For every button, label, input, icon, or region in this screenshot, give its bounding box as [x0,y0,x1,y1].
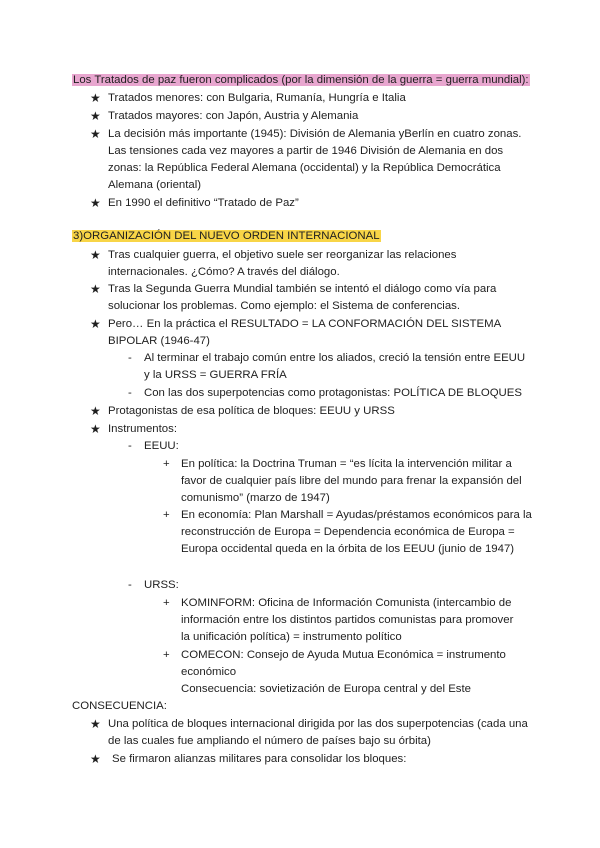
sub-list-item-eeuu: EEUU: [144,440,179,452]
sub-list-item: Con las dos superpotencias como protagonistas: POLÍTICA DE BLOQUES [144,387,522,399]
sub-list-item-continuation: y la URSS = GUERRA FRÍA [144,369,287,381]
list-item-continuation: Las tensiones cada vez mayores a partir de 1946 División de Alemania en dos [108,145,504,157]
plus-bullet-icon: + [163,649,170,661]
list-item: Tras la Segunda Guerra Mundial también se intentó el diálogo como vía para [108,283,497,295]
star-bullet-icon: ★ [90,717,101,731]
star-bullet-icon: ★ [90,248,101,262]
sub-sub-list-item: COMECON: Consejo de Ayuda Mutua Económica = instrumento [181,649,506,661]
list-item: Instrumentos: [108,423,178,435]
sub-sub-list-item-continuation: la unificación política) = instrumento político [181,631,402,643]
list-item-continuation: zonas: la República Federal Alemana (occidental) y la República Democrática [108,162,501,174]
sub-list-item-urss: URSS: [144,579,179,591]
dash-bullet-icon: - [128,440,132,452]
star-bullet-icon: ★ [90,109,101,123]
list-item: Una política de bloques internacional dirigida por las dos superpotencias (cada una [108,718,528,730]
section-heading-tratados [72,72,530,88]
sub-sub-list-item-continuation: favor de cualquier país libre del mundo para frenar la expansión del [181,475,522,487]
list-item: La decisión más importante (1945): División de Alemania yBerlín en cuatro zonas. [108,128,522,140]
sub-sub-list-item: KOMINFORM: Oficina de Información Comunista (intercambio de [181,597,512,609]
star-bullet-icon: ★ [90,196,101,210]
sub-sub-list-item-continuation: Consecuencia: sovietización de Europa central y del Este [181,683,471,695]
star-bullet-icon: ★ [90,422,101,436]
list-item-continuation: Alemana (oriental) [108,179,202,191]
sub-sub-list-item: En política: la Doctrina Truman = “es lícita la intervención militar a [181,458,512,470]
heading-highlight: Los Tratados de paz fueron complicados (por la dimensión de la guerra = guerra mundial): [73,74,529,86]
star-bullet-icon: ★ [90,317,101,331]
section-heading-consecuencia: CONSECUENCIA: [72,700,167,712]
plus-bullet-icon: + [163,509,170,521]
star-bullet-icon: ★ [90,91,101,105]
sub-list-item: Al terminar el trabajo común entre los aliados, creció la tensión entre EEUU [144,352,526,364]
dash-bullet-icon: - [128,387,132,399]
plus-bullet-icon: + [163,597,170,609]
star-bullet-icon: ★ [90,404,101,418]
section-heading-organizacion [72,228,381,244]
list-item: Tratados mayores: con Japón, Austria y Alemania [108,110,359,122]
star-bullet-icon: ★ [90,282,101,296]
list-item: Pero… En la práctica el RESULTADO = LA CONFORMACIÓN DEL SISTEMA [108,318,502,330]
list-item-continuation: BIPOLAR (1946-47) [108,335,210,347]
list-item: Tratados menores: con Bulgaria, Rumanía, Hungría e Italia [108,92,406,104]
list-item: Se firmaron alianzas militares para consolidar los bloques: [112,753,407,765]
sub-sub-list-item-continuation: reconstrucción de Europa = Dependencia económica de Europa = [181,526,515,538]
list-item-continuation: solucionar los problemas. Como ejemplo: el Sistema de conferencias. [108,300,461,312]
star-bullet-icon: ★ [90,752,101,766]
list-item-continuation: de las cuales fue ampliando el número de países bajo su órbita) [108,735,431,747]
list-item-continuation: internacionales. ¿Cómo? A través del diálogo. [108,266,340,278]
sub-sub-list-item-continuation: Europa occidental queda en la órbita de los EEUU (junio de 1947) [181,543,515,555]
list-item: Protagonistas de esa política de bloques: EEUU y URSS [108,405,395,417]
sub-sub-list-item: En economía: Plan Marshall = Ayudas/préstamos económicos para la [181,509,532,521]
sub-sub-list-item-continuation: información entre los distintos partidos comunistas para promover [181,614,514,626]
list-item: En 1990 el definitivo “Tratado de Paz” [108,197,299,209]
dash-bullet-icon: - [128,352,132,364]
list-item: Tras cualquier guerra, el objetivo suele ser reorganizar las relaciones [108,249,457,261]
star-bullet-icon: ★ [90,127,101,141]
dash-bullet-icon: - [128,579,132,591]
heading-highlight: 3)ORGANIZACIÓN DEL NUEVO ORDEN INTERNACIONAL [73,230,380,242]
sub-sub-list-item-continuation: económico [181,666,237,678]
sub-sub-list-item-continuation: comunismo” (marzo de 1947) [181,492,330,504]
plus-bullet-icon: + [163,458,170,470]
